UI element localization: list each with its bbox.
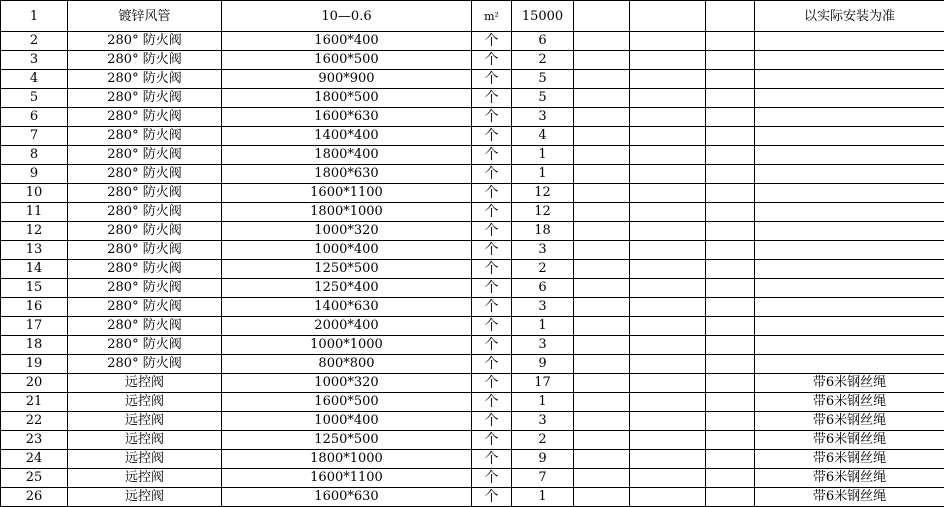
item-spec-cell[interactable]: 1800*400 [222, 146, 472, 165]
note-cell[interactable] [755, 203, 944, 222]
note-cell[interactable] [755, 298, 944, 317]
item-name-cell[interactable]: 280° 防火阀 [68, 336, 222, 355]
empty-cell[interactable] [706, 32, 755, 51]
quantity-cell[interactable]: 2 [512, 431, 574, 450]
note-cell[interactable] [755, 165, 944, 184]
unit-cell[interactable]: 个 [472, 260, 512, 279]
empty-cell[interactable] [706, 431, 755, 450]
empty-cell[interactable] [630, 32, 706, 51]
item-spec-cell[interactable]: 2000*400 [222, 317, 472, 336]
table-row [1, 127, 944, 146]
row-number-cell[interactable]: 4 [1, 70, 68, 89]
item-name-cell[interactable]: 280° 防火阀 [68, 279, 222, 298]
empty-cell[interactable] [630, 317, 706, 336]
note-cell[interactable] [755, 89, 944, 108]
empty-cell[interactable] [706, 336, 755, 355]
empty-cell[interactable] [574, 393, 630, 412]
empty-cell[interactable] [574, 184, 630, 203]
row-number-cell[interactable]: 16 [1, 298, 68, 317]
note-cell[interactable] [755, 279, 944, 298]
item-name-cell[interactable]: 280° 防火阀 [68, 355, 222, 374]
empty-cell[interactable] [706, 241, 755, 260]
quantity-cell[interactable]: 12 [512, 184, 574, 203]
quantity-cell[interactable]: 5 [512, 89, 574, 108]
empty-cell[interactable] [706, 412, 755, 431]
item-name-cell[interactable]: 280° 防火阀 [68, 70, 222, 89]
unit-cell[interactable]: 个 [472, 222, 512, 241]
empty-cell[interactable] [630, 431, 706, 450]
item-spec-cell[interactable]: 1600*500 [222, 393, 472, 412]
table-row [1, 260, 944, 279]
row-number-cell[interactable]: 11 [1, 203, 68, 222]
table-row [1, 51, 944, 70]
item-spec-cell[interactable]: 1250*400 [222, 279, 472, 298]
row-number-cell[interactable]: 13 [1, 241, 68, 260]
table-row [1, 165, 944, 184]
quantity-cell[interactable]: 5 [512, 70, 574, 89]
empty-cell[interactable] [630, 374, 706, 393]
note-cell[interactable] [755, 51, 944, 70]
unit-cell[interactable]: 个 [472, 412, 512, 431]
empty-cell[interactable] [630, 127, 706, 146]
row-number-cell[interactable]: 10 [1, 184, 68, 203]
empty-cell[interactable] [574, 146, 630, 165]
item-spec-cell[interactable]: 900*900 [222, 70, 472, 89]
note-cell[interactable] [755, 108, 944, 127]
unit-cell[interactable]: 个 [472, 279, 512, 298]
item-name-cell[interactable]: 280° 防火阀 [68, 260, 222, 279]
empty-cell[interactable] [630, 108, 706, 127]
note-cell[interactable] [755, 70, 944, 89]
table-row [1, 374, 944, 393]
empty-cell[interactable] [574, 260, 630, 279]
quantity-cell[interactable]: 2 [512, 51, 574, 70]
empty-cell[interactable] [706, 70, 755, 89]
empty-cell[interactable] [706, 184, 755, 203]
quantity-cell[interactable]: 12 [512, 203, 574, 222]
item-name-cell[interactable]: 280° 防火阀 [68, 51, 222, 70]
empty-cell[interactable] [574, 317, 630, 336]
quantity-cell[interactable]: 1 [512, 317, 574, 336]
item-spec-cell[interactable]: 1400*630 [222, 298, 472, 317]
note-cell[interactable] [755, 336, 944, 355]
unit-cell[interactable]: 个 [472, 241, 512, 260]
empty-cell[interactable] [630, 184, 706, 203]
item-name-cell[interactable]: 280° 防火阀 [68, 184, 222, 203]
empty-cell[interactable] [706, 1, 755, 32]
unit-cell[interactable]: 个 [472, 184, 512, 203]
empty-cell[interactable] [630, 450, 706, 469]
item-name-cell[interactable]: 远控阀 [68, 488, 222, 507]
empty-cell[interactable] [630, 336, 706, 355]
row-number-cell[interactable]: 25 [1, 469, 68, 488]
note-cell[interactable]: 带6米钢丝绳 [755, 431, 944, 450]
empty-cell[interactable] [574, 222, 630, 241]
quantity-cell[interactable]: 15000 [512, 1, 574, 32]
item-name-cell[interactable]: 远控阀 [68, 450, 222, 469]
note-cell[interactable] [755, 127, 944, 146]
row-number-cell[interactable]: 17 [1, 317, 68, 336]
unit-cell[interactable]: 个 [472, 108, 512, 127]
row-number-cell[interactable]: 14 [1, 260, 68, 279]
empty-cell[interactable] [630, 260, 706, 279]
note-cell[interactable]: 带6米钢丝绳 [755, 450, 944, 469]
item-spec-cell[interactable]: 800*800 [222, 355, 472, 374]
empty-cell[interactable] [706, 260, 755, 279]
empty-cell[interactable] [706, 222, 755, 241]
empty-cell[interactable] [706, 89, 755, 108]
empty-cell[interactable] [630, 70, 706, 89]
quantity-cell[interactable]: 1 [512, 488, 574, 507]
quantity-cell[interactable]: 3 [512, 108, 574, 127]
unit-cell[interactable]: 个 [472, 450, 512, 469]
item-spec-cell[interactable]: 1800*1000 [222, 203, 472, 222]
note-cell[interactable]: 以实际安装为准 [755, 1, 944, 32]
table-row [1, 393, 944, 412]
item-name-cell[interactable]: 远控阀 [68, 469, 222, 488]
item-spec-cell[interactable]: 1000*320 [222, 222, 472, 241]
quantity-cell[interactable]: 1 [512, 393, 574, 412]
empty-cell[interactable] [706, 203, 755, 222]
item-name-cell[interactable]: 280° 防火阀 [68, 108, 222, 127]
item-name-cell[interactable]: 远控阀 [68, 431, 222, 450]
table-row [1, 184, 944, 203]
empty-cell[interactable] [630, 51, 706, 70]
empty-cell[interactable] [574, 203, 630, 222]
empty-cell[interactable] [574, 469, 630, 488]
item-name-cell[interactable]: 远控阀 [68, 412, 222, 431]
quantity-cell[interactable]: 18 [512, 222, 574, 241]
item-spec-cell[interactable]: 1800*500 [222, 89, 472, 108]
row-number-cell[interactable]: 20 [1, 374, 68, 393]
unit-cell[interactable]: 个 [472, 488, 512, 507]
item-name-cell[interactable]: 远控阀 [68, 393, 222, 412]
item-name-cell[interactable]: 280° 防火阀 [68, 165, 222, 184]
item-spec-cell[interactable]: 1600*500 [222, 51, 472, 70]
item-spec-cell[interactable]: 1250*500 [222, 260, 472, 279]
empty-cell[interactable] [706, 469, 755, 488]
row-number-cell[interactable]: 24 [1, 450, 68, 469]
row-number-cell[interactable]: 12 [1, 222, 68, 241]
empty-cell[interactable] [706, 146, 755, 165]
table-row [1, 203, 944, 222]
note-cell[interactable] [755, 184, 944, 203]
empty-cell[interactable] [630, 165, 706, 184]
row-number-cell[interactable]: 3 [1, 51, 68, 70]
quantity-cell[interactable]: 4 [512, 127, 574, 146]
row-number-cell[interactable]: 5 [1, 89, 68, 108]
unit-cell[interactable]: 个 [472, 146, 512, 165]
unit-cell[interactable]: 个 [472, 32, 512, 51]
empty-cell[interactable] [630, 393, 706, 412]
item-spec-cell[interactable]: 1250*500 [222, 431, 472, 450]
row-number-cell[interactable]: 7 [1, 127, 68, 146]
table-row [1, 70, 944, 89]
empty-cell[interactable] [706, 374, 755, 393]
empty-cell[interactable] [706, 165, 755, 184]
quantity-cell[interactable]: 9 [512, 355, 574, 374]
empty-cell[interactable] [574, 412, 630, 431]
unit-cell[interactable]: 个 [472, 203, 512, 222]
row-number-cell[interactable]: 26 [1, 488, 68, 507]
unit-cell[interactable]: 个 [472, 165, 512, 184]
table-row [1, 279, 944, 298]
empty-cell[interactable] [630, 412, 706, 431]
empty-cell[interactable] [574, 336, 630, 355]
unit-cell[interactable]: m² [472, 1, 512, 32]
note-cell[interactable]: 带6米钢丝绳 [755, 412, 944, 431]
empty-cell[interactable] [630, 241, 706, 260]
empty-cell[interactable] [630, 203, 706, 222]
item-spec-cell[interactable]: 1600*1100 [222, 184, 472, 203]
row-number-cell[interactable]: 23 [1, 431, 68, 450]
empty-cell[interactable] [706, 393, 755, 412]
note-cell[interactable] [755, 32, 944, 51]
item-spec-cell[interactable]: 1000*1000 [222, 336, 472, 355]
empty-cell[interactable] [574, 298, 630, 317]
quantity-cell[interactable]: 3 [512, 412, 574, 431]
row-number-cell[interactable]: 21 [1, 393, 68, 412]
row-number-cell[interactable]: 6 [1, 108, 68, 127]
unit-cell[interactable]: 个 [472, 70, 512, 89]
empty-cell[interactable] [574, 108, 630, 127]
item-name-cell[interactable]: 280° 防火阀 [68, 127, 222, 146]
table-row [1, 146, 944, 165]
row-number-cell[interactable]: 2 [1, 32, 68, 51]
table-row [1, 32, 944, 51]
empty-cell[interactable] [630, 469, 706, 488]
quantity-cell[interactable]: 1 [512, 146, 574, 165]
table-row [1, 317, 944, 336]
table-row [1, 336, 944, 355]
empty-cell[interactable] [574, 355, 630, 374]
item-spec-cell[interactable]: 1000*400 [222, 241, 472, 260]
item-spec-cell[interactable]: 1800*1000 [222, 450, 472, 469]
unit-cell[interactable]: 个 [472, 393, 512, 412]
empty-cell[interactable] [574, 279, 630, 298]
empty-cell[interactable] [706, 355, 755, 374]
table-row [1, 355, 944, 374]
empty-cell[interactable] [630, 146, 706, 165]
note-cell[interactable]: 带6米钢丝绳 [755, 469, 944, 488]
empty-cell[interactable] [574, 127, 630, 146]
empty-cell[interactable] [706, 108, 755, 127]
row-number-cell[interactable]: 22 [1, 412, 68, 431]
empty-cell[interactable] [706, 127, 755, 146]
table-row [1, 241, 944, 260]
note-cell[interactable]: 带6米钢丝绳 [755, 374, 944, 393]
empty-cell[interactable] [706, 317, 755, 336]
empty-cell[interactable] [574, 374, 630, 393]
note-cell[interactable]: 带6米钢丝绳 [755, 393, 944, 412]
empty-cell[interactable] [574, 450, 630, 469]
item-name-cell[interactable]: 280° 防火阀 [68, 146, 222, 165]
table-row [1, 469, 944, 488]
table-row [1, 222, 944, 241]
table-row [1, 108, 944, 127]
empty-cell[interactable] [574, 1, 630, 32]
unit-cell[interactable]: 个 [472, 355, 512, 374]
item-name-cell[interactable]: 镀锌风管 [68, 1, 222, 32]
note-cell[interactable] [755, 222, 944, 241]
quantity-cell[interactable]: 1 [512, 165, 574, 184]
table-row [1, 298, 944, 317]
item-name-cell[interactable]: 280° 防火阀 [68, 317, 222, 336]
quantity-cell[interactable]: 3 [512, 336, 574, 355]
item-spec-cell[interactable]: 1600*400 [222, 32, 472, 51]
item-spec-cell[interactable]: 1000*400 [222, 412, 472, 431]
item-name-cell[interactable]: 280° 防火阀 [68, 32, 222, 51]
item-name-cell[interactable]: 280° 防火阀 [68, 298, 222, 317]
unit-cell[interactable]: 个 [472, 51, 512, 70]
table-row [1, 412, 944, 431]
unit-cell[interactable]: 个 [472, 89, 512, 108]
quantity-cell[interactable]: 7 [512, 469, 574, 488]
unit-cell[interactable]: 个 [472, 127, 512, 146]
empty-cell[interactable] [574, 165, 630, 184]
empty-cell[interactable] [574, 241, 630, 260]
table-row [1, 1, 944, 32]
empty-cell[interactable] [630, 222, 706, 241]
item-spec-cell[interactable]: 1600*1100 [222, 469, 472, 488]
note-cell[interactable]: 带6米钢丝绳 [755, 488, 944, 507]
empty-cell[interactable] [630, 89, 706, 108]
empty-cell[interactable] [574, 431, 630, 450]
empty-cell[interactable] [706, 279, 755, 298]
item-spec-cell[interactable]: 1600*630 [222, 108, 472, 127]
item-name-cell[interactable]: 远控阀 [68, 374, 222, 393]
item-name-cell[interactable]: 280° 防火阀 [68, 203, 222, 222]
note-cell[interactable] [755, 260, 944, 279]
note-cell[interactable] [755, 355, 944, 374]
quantity-cell[interactable]: 2 [512, 260, 574, 279]
item-name-cell[interactable]: 280° 防火阀 [68, 89, 222, 108]
quantity-cell[interactable]: 6 [512, 32, 574, 51]
row-number-cell[interactable]: 18 [1, 336, 68, 355]
unit-cell[interactable]: 个 [472, 374, 512, 393]
empty-cell[interactable] [574, 89, 630, 108]
unit-cell[interactable]: 个 [472, 469, 512, 488]
row-number-cell[interactable]: 1 [1, 1, 68, 32]
table-row [1, 450, 944, 469]
quantity-cell[interactable]: 3 [512, 298, 574, 317]
item-name-cell[interactable]: 280° 防火阀 [68, 241, 222, 260]
table-body [1, 1, 944, 507]
quantity-cell[interactable]: 3 [512, 241, 574, 260]
empty-cell[interactable] [574, 51, 630, 70]
empty-cell[interactable] [706, 450, 755, 469]
item-spec-cell[interactable]: 1400*400 [222, 127, 472, 146]
row-number-cell[interactable]: 8 [1, 146, 68, 165]
unit-cell[interactable]: 个 [472, 431, 512, 450]
empty-cell[interactable] [630, 355, 706, 374]
empty-cell[interactable] [706, 51, 755, 70]
unit-cell[interactable]: 个 [472, 317, 512, 336]
item-spec-cell[interactable]: 1800*630 [222, 165, 472, 184]
quantity-cell[interactable]: 6 [512, 279, 574, 298]
table-row [1, 431, 944, 450]
unit-cell[interactable]: 个 [472, 336, 512, 355]
empty-cell[interactable] [630, 1, 706, 32]
row-number-cell[interactable]: 9 [1, 165, 68, 184]
table-row [1, 89, 944, 108]
empty-cell[interactable] [630, 279, 706, 298]
quantity-cell[interactable]: 17 [512, 374, 574, 393]
item-spec-cell[interactable]: 1000*320 [222, 374, 472, 393]
unit-cell[interactable]: 个 [472, 298, 512, 317]
empty-cell[interactable] [574, 32, 630, 51]
empty-cell[interactable] [574, 70, 630, 89]
note-cell[interactable] [755, 241, 944, 260]
item-name-cell[interactable]: 280° 防火阀 [68, 222, 222, 241]
item-spec-cell[interactable]: 1600*630 [222, 488, 472, 507]
empty-cell[interactable] [706, 298, 755, 317]
note-cell[interactable] [755, 146, 944, 165]
item-spec-cell[interactable]: 10—0.6 [222, 1, 472, 32]
note-cell[interactable] [755, 317, 944, 336]
empty-cell[interactable] [630, 298, 706, 317]
row-number-cell[interactable]: 19 [1, 355, 68, 374]
quantity-cell[interactable]: 9 [512, 450, 574, 469]
row-number-cell[interactable]: 15 [1, 279, 68, 298]
